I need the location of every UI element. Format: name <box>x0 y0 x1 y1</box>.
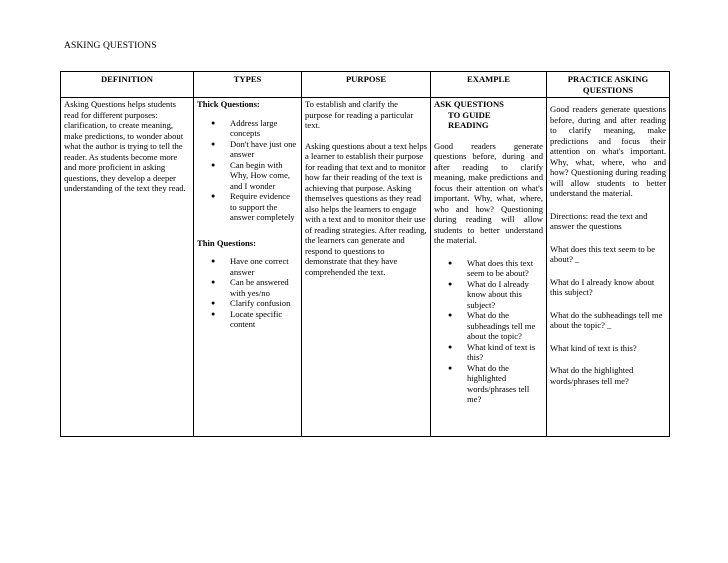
example-heading-line: ASK QUESTIONS <box>434 99 504 109</box>
purpose-cell <box>302 98 431 437</box>
thick-questions-list <box>197 118 298 223</box>
header-purpose: PURPOSE <box>302 72 431 98</box>
example-cell <box>431 98 547 437</box>
header-example: EXAMPLE <box>431 72 547 98</box>
types-cell <box>194 98 302 437</box>
header-practice: PRACTICE ASKING QUESTIONS <box>547 72 670 98</box>
list-item: ● Locate specific content <box>211 309 298 330</box>
example-heading-line: TO GUIDE <box>448 109 491 120</box>
list-item: ● Require evidence to support the answer completely <box>211 191 298 223</box>
thin-questions-heading: Thin Questions: <box>197 237 256 248</box>
practice-question: What kind of text is this? <box>550 342 637 353</box>
thin-questions-list <box>197 256 298 330</box>
practice-directions: Directions: read the text and answer the questions <box>550 210 648 231</box>
list-item: ● Clarify confusion <box>211 298 298 309</box>
purpose-paragraph-1: To establish and clarify the purpose for reading a particular text. <box>305 99 414 130</box>
content-row <box>61 98 670 437</box>
list-item: ● What do I already know about this subject? <box>448 279 543 311</box>
example-heading <box>434 99 543 131</box>
definition-cell <box>61 98 194 437</box>
practice-question: What do the subheadings tell me about the topic? _ <box>550 309 663 330</box>
example-questions-list <box>434 258 543 405</box>
list-item: ● What kind of text is this? <box>448 342 543 363</box>
header-definition: DEFINITION <box>61 72 194 98</box>
example-heading-line: READING <box>448 120 489 130</box>
definition-text: Asking Questions helps students read for different purposes: clarification, to create meaning, make predictions, to wonder about what the author is trying to tell the reader. As students become more and more proficient in asking questions, they develop a deeper understanding of the text they read. <box>64 99 186 193</box>
list-item: ● Can begin with Why, How come, and I wonder <box>211 160 298 192</box>
list-item: ● What do the highlighted words/phrases tell me? <box>448 363 543 405</box>
purpose-paragraph-2: Asking questions about a text helps a learner to establish their purpose for reading that text and to monitor how far their reading of the text is achieving that purpose. Asking themselves questions as they read also helps the learners to engage with a text and to monitor their use of reading strategies. After reading, the learners can generate and respond to questions to demonstrate that they have comprehended the text. <box>305 140 427 277</box>
header-types: TYPES <box>194 72 302 98</box>
list-item: ● What does this text seem to be about? <box>448 258 543 279</box>
example-paragraph: Good readers generate questions before, during and after reading to clarify meaning, make predictions and focus their attention on what's important. Why, what, where, who and how? Questioning during reading will allow students to better understand the material. <box>434 140 543 245</box>
practice-question: What do I already know about this subject? <box>550 276 655 297</box>
list-item: ● Have one correct answer <box>211 256 298 277</box>
header-row <box>61 72 670 98</box>
practice-question: What do the highlighted words/phrases tell me? <box>550 365 634 386</box>
practice-question: What does this text seem to be about? _ <box>550 243 656 264</box>
list-item: ● What do the subheadings tell me about the topic? <box>448 310 543 342</box>
practice-paragraph: Good readers generate questions before, during and after reading to clarify meaning, make predictions and focus their attention on what's important. Why, what, where, who and how? Questioning during reading will allow students to better understand the material. <box>550 104 666 198</box>
list-item: ● Can be answered with yes/no <box>211 277 298 298</box>
practice-cell <box>547 98 670 437</box>
page-title: ASKING QUESTIONS <box>64 41 157 51</box>
thick-questions-heading: Thick Questions: <box>197 99 260 109</box>
list-item: ● Don't have just one answer <box>211 139 298 160</box>
list-item: ● Address large concepts <box>211 118 298 139</box>
asking-questions-table <box>60 71 670 437</box>
